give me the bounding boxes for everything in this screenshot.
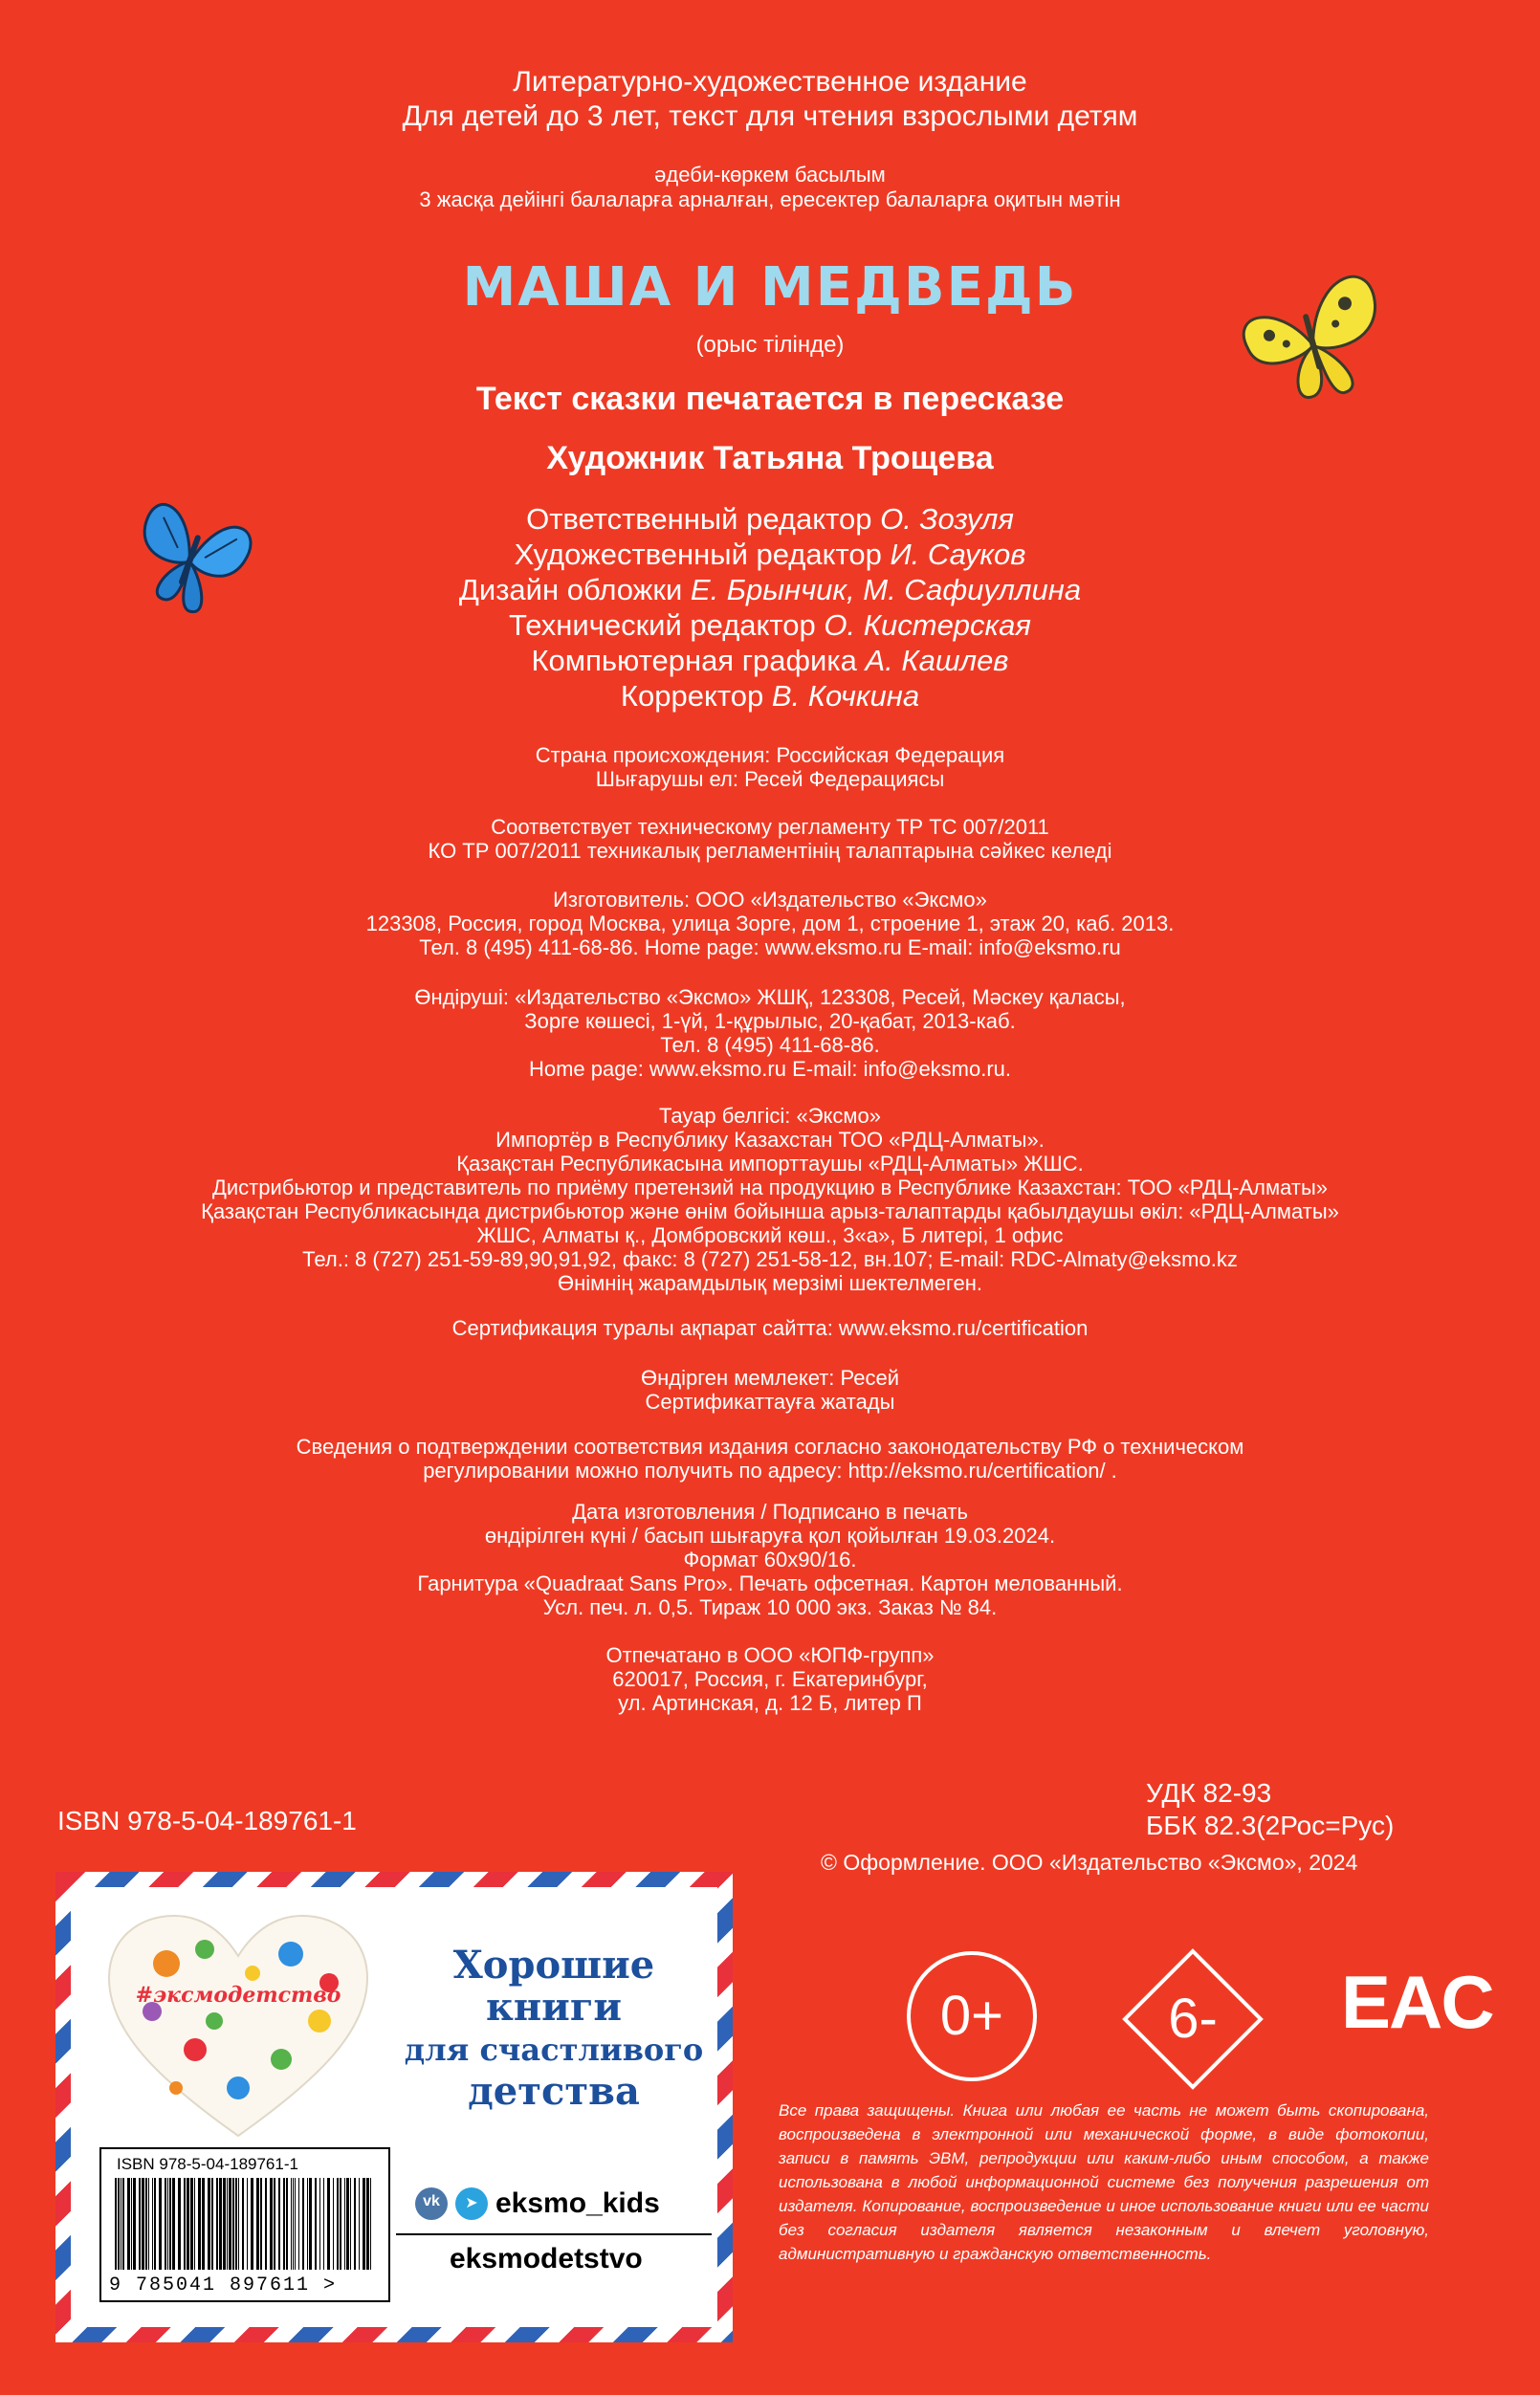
info-line: КО ТР 007/2011 техникалық регламентінің талаптарына сәйкес келеді — [428, 839, 1112, 863]
credit-name: О. Кистерская — [824, 608, 1031, 642]
credit-role: Ответственный редактор — [526, 502, 872, 536]
edition-line-kz: әдеби-көркем басылым — [654, 163, 886, 187]
barcode-number: 9 785041 897611 > — [109, 2274, 338, 2296]
credit-role: Технический редактор — [509, 608, 816, 642]
slogan-line: детства — [468, 2069, 640, 2114]
book-subtitle: (орыс тілінде) — [695, 332, 845, 358]
manufacturer-kz-block — [0, 985, 1540, 1081]
slogan-line: для счастливого — [404, 2032, 704, 2068]
credit-name: Е. Брынчик, М. Сафиуллина — [690, 573, 1082, 606]
info-line: Тел. 8 (495) 411-68-86. Home page: www.eksmo.ru E-mail: info@eksmo.ru — [419, 935, 1121, 959]
udk: УДК 82-93 — [1146, 1778, 1272, 1808]
printer-block — [0, 1643, 1540, 1715]
credit-role: Компьютерная графика — [531, 644, 857, 677]
origin-block — [0, 743, 1540, 791]
copyright: © Оформление. ООО «Издательство «Эксмо», 2024 — [821, 1850, 1358, 1875]
info-line: Тауар белгісі: «Эксмо» — [658, 1104, 881, 1128]
info-line: Тел.: 8 (727) 251-59-89,90,91,92, факс: 8 (727) 251-58-12, вн.107; E-mail: RDC-Almaty@eksmo.kz — [302, 1247, 1238, 1271]
promo-card — [55, 1872, 733, 2342]
info-line: Гарнитура «Quadraat Sans Pro». Печать офсетная. Картон мелованный. — [417, 1571, 1123, 1595]
info-line: ЖШС, Алматы қ., Домбровский көш., 3«а», Б литері, 1 офис — [476, 1223, 1064, 1247]
credit-name: И. Сауков — [890, 538, 1026, 571]
info-line: Home page: www.eksmo.ru E-mail: info@eksmo.ru. — [528, 1057, 1012, 1081]
age-diamond-badge — [1121, 1947, 1265, 2091]
country-block — [0, 1366, 1540, 1414]
credit-name: В. Кочкина — [771, 679, 920, 713]
info-line: Отпечатано в ООО «ЮПФ-групп» — [605, 1643, 935, 1667]
info-line: 123308, Россия, город Москва, улица Зорге, дом 1, строение 1, этаж 20, каб. 2013. — [365, 912, 1175, 935]
info-line: өндірілген күні / басып шығаруға қол қойылған 19.03.2024. — [484, 1524, 1056, 1548]
artist-credit: Художник Татьяна Трощева — [546, 440, 994, 476]
info-line: Зорге көшесі, 1-үй, 1-құрылыс, 20-қабат, 2013-каб. — [524, 1009, 1016, 1033]
edition-line: Литературно-художественное издание — [513, 66, 1027, 98]
social-handle-kids[interactable]: eksmo_kids — [495, 2187, 660, 2219]
isbn: ISBN 978-5-04-189761-1 — [57, 1806, 357, 1835]
credit-name: О. Зозуля — [880, 502, 1014, 536]
edition-type-ru — [0, 65, 1540, 134]
yellow-butterfly-icon — [1228, 256, 1391, 419]
info-line: Соответствует техническому регламенту ТР ТС 007/2011 — [491, 815, 1049, 839]
slogan-line: книги — [485, 1985, 622, 2030]
manufacturer-block — [0, 888, 1540, 959]
credit-row — [0, 537, 1540, 572]
info-line: Өндіруші: «Издательство «Эксмо» ЖШҚ, 123308, Ресей, Мәскеу қаласы, — [414, 985, 1126, 1009]
diamond-label: 6- — [1168, 1988, 1218, 2050]
hashtag: #эксмодетство — [135, 1983, 341, 2008]
info-line: Страна происхождения: Российская Федерация — [535, 743, 1005, 767]
promo-card-body — [71, 1887, 717, 2327]
credit-role: Художественный редактор — [514, 538, 882, 571]
age-line: Для детей до 3 лет, текст для чтения взрослыми детям — [402, 100, 1138, 132]
credit-role: Корректор — [620, 679, 764, 713]
slogan — [396, 1945, 712, 2113]
bbk: ББК 82.3(2Рос=Рус) — [1146, 1811, 1395, 1840]
info-line: Қазақстан Республикасында дистрибьютор және өнім бойынша арыз-талаптарды қабылдаушы өкіл: «РДЦ-Алматы» — [201, 1199, 1339, 1223]
rights-notice: Все права защищены. Книга или любая ее часть не может быть скопирована, воспроизведена в электронной или механической форме, в виде фотокопии, записи в память ЭВМ, репродукции или каким-либо иным способом, а также использована в любой информационной системе без получения разрешения от издателя. Копирование, воспроизведение и иное использование книги или ее части без согласия издателя является незаконным и влечет уголовную, административную и гражданскую ответственность. — [779, 2101, 1429, 2263]
social-links — [396, 2180, 712, 2283]
info-line: Дата изготовления / Подписано в печать — [572, 1500, 968, 1524]
classification — [1146, 1777, 1394, 1842]
info-line: Импортёр в Республику Казахстан ТОО «РДЦ-Алматы». — [495, 1128, 1045, 1152]
info-line: Сведения о подтверждении соответствия издания согласно законодательству РФ о техническом — [296, 1435, 1244, 1459]
credit-role: Дизайн обложки — [458, 573, 683, 606]
info-line: ул. Артинская, д. 12 Б, литер П — [618, 1691, 922, 1715]
info-line: Қазақстан Республикасына импорттаушы «РДЦ-Алматы» ЖШС. — [456, 1152, 1084, 1176]
info-line: Формат 60х90/16. — [683, 1548, 857, 1571]
vk-icon[interactable]: vk — [415, 2187, 448, 2220]
info-line: Тел. 8 (495) 411-68-86. — [660, 1033, 880, 1057]
info-line: Шығарушы ел: Ресей Федерациясы — [595, 767, 945, 791]
info-line: Дистрибьютор и представитель по приёму претензий на продукцию в Республике Казахстан: ТОО «РДЦ-Алматы» — [211, 1176, 1329, 1199]
telegram-icon[interactable]: ➤ — [455, 2187, 488, 2220]
info-line: регулировании можно получить по адресу: http://eksmo.ru/certification/ . — [423, 1459, 1117, 1483]
slogan-line: Хорошие — [452, 1943, 655, 1988]
conformity-block — [0, 1435, 1540, 1483]
info-line: Сертификация туралы ақпарат сайтта: www.eksmo.ru/certification — [451, 1316, 1089, 1340]
barcode-isbn: ISBN 978-5-04-189761-1 — [117, 2155, 298, 2173]
info-line: 620017, Россия, г. Екатеринбург, — [612, 1667, 928, 1691]
retold-note: Текст сказки печатается в пересказе — [475, 381, 1065, 417]
book-title: МАША И МЕДВЕДЬ — [462, 256, 1078, 319]
regulation-block — [0, 815, 1540, 863]
credits-list — [0, 501, 1540, 714]
barcode-bars-icon — [115, 2178, 375, 2270]
credit-row — [0, 678, 1540, 714]
heart-collage-icon — [99, 1906, 377, 2145]
print-data-block — [0, 1500, 1540, 1619]
credit-row — [0, 643, 1540, 678]
info-line: Өнімнің жарамдылық мерзімі шектелмеген. — [558, 1271, 982, 1295]
info-line: Изготовитель: ООО «Издательство «Эксмо» — [553, 888, 987, 912]
credit-row — [0, 501, 1540, 537]
info-line: Өндірген мемлекет: Ресей — [641, 1366, 899, 1390]
credit-row — [0, 607, 1540, 643]
eac-mark: EAC — [1341, 1960, 1493, 2044]
credit-row — [0, 572, 1540, 607]
social-handle-detstvo[interactable]: eksmodetstvo — [396, 2233, 712, 2283]
info-line: Усл. печ. л. 0,5. Тираж 10 000 экз. Заказ № 84. — [542, 1595, 998, 1619]
age-rating-badge: 0+ — [907, 1951, 1037, 2081]
importer-block — [0, 1104, 1540, 1295]
edition-type-kz — [0, 163, 1540, 212]
credit-name: А. Кашлев — [865, 644, 1009, 677]
barcode — [99, 2147, 390, 2302]
social-row — [396, 2180, 712, 2228]
certification-block — [0, 1316, 1540, 1340]
info-line: Сертификаттауға жатады — [645, 1390, 895, 1414]
age-line-kz: 3 жасқа дейінгі балаларға арналған, ересектер балаларға оқитын мәтін — [419, 187, 1121, 211]
